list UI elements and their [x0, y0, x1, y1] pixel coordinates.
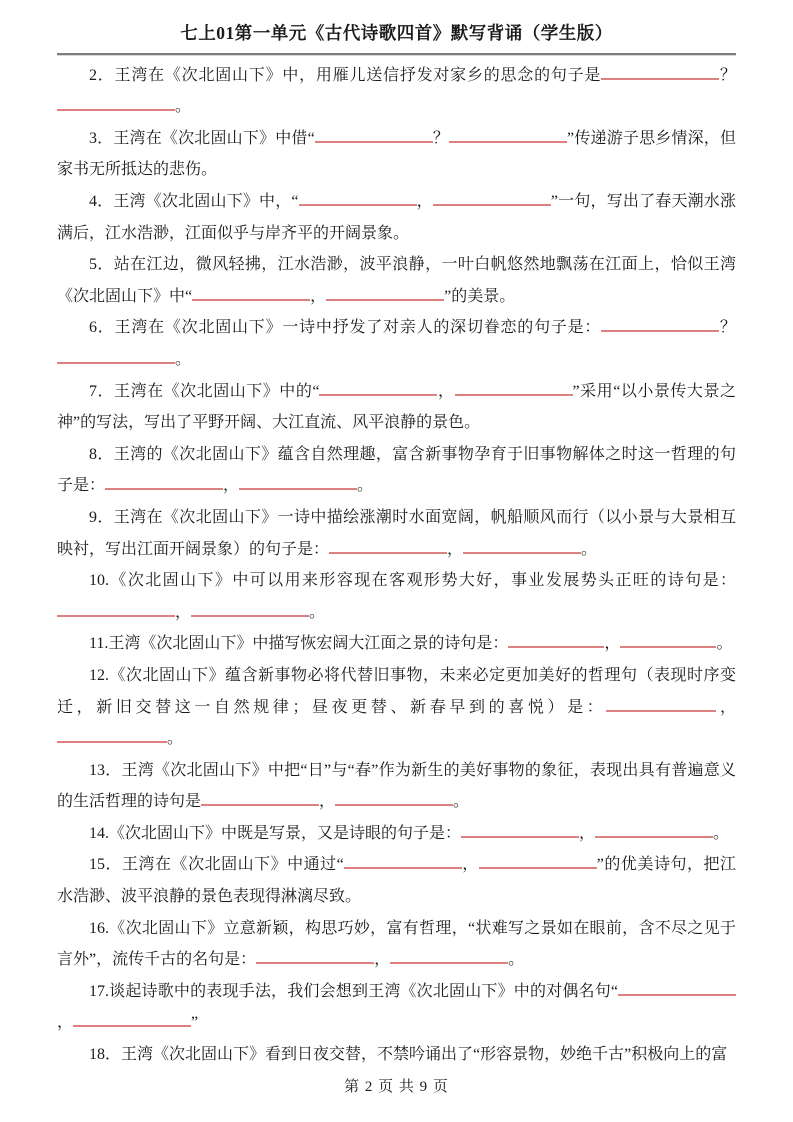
answer-blank[interactable]	[479, 852, 597, 869]
question-7	[57, 376, 736, 439]
question-text: 10.《次北固山下》中可以用来形容现在客观形势大好，事业发展势头正旺的诗句是：	[89, 572, 736, 590]
answer-blank[interactable]	[618, 979, 736, 996]
page-title: 七上01第一单元《古代诗歌四首》默写背诵（学生版）	[180, 23, 613, 43]
question-text: ，	[461, 856, 479, 874]
question-text: ，	[416, 193, 433, 210]
question-text: 。	[357, 477, 374, 495]
question-text: 6．王湾在《次北固山下》一诗中抒发了对亲人的深切眷恋的句子是：	[89, 319, 602, 337]
question-text: 18．王湾《次北固山下》看到日夜交替，不禁吟诵出了“形容景物，妙绝千古”积极向上的富	[89, 1046, 728, 1064]
question-text: 。	[175, 98, 192, 116]
question-text: 13．王湾《次北固山下》中把“日”与“春”作为新生的美好事物的象征，表现出具有普遍意义的生活哲理的诗句是	[57, 761, 736, 811]
question-text: ”	[191, 1014, 199, 1032]
question-18	[57, 1039, 736, 1071]
answer-blank[interactable]	[191, 600, 309, 617]
question-3	[57, 123, 736, 186]
question-text: 7．王湾在《次北固山下》中的“	[89, 382, 320, 400]
question-text: 。	[713, 824, 730, 842]
answer-blank[interactable]	[105, 473, 223, 490]
answer-blank[interactable]	[606, 695, 716, 712]
answer-blank[interactable]	[463, 537, 581, 554]
question-text: ？	[432, 129, 450, 147]
answer-blank[interactable]	[57, 726, 167, 743]
question-text: ，	[310, 287, 327, 305]
question-4	[57, 186, 736, 249]
question-text: ，	[437, 382, 455, 400]
question-text: ”采用“以小景传大景之神”的写法，写出了平野开阔、大江直流、风平浪静的景色。	[57, 382, 736, 432]
question-8	[57, 439, 736, 502]
answer-blank[interactable]	[319, 379, 437, 396]
answer-blank[interactable]	[326, 284, 444, 301]
answer-blank[interactable]	[461, 821, 579, 838]
answer-blank[interactable]	[57, 94, 175, 111]
question-text: 。	[508, 951, 525, 969]
question-list	[57, 60, 736, 1071]
answer-blank[interactable]	[329, 537, 447, 554]
answer-blank[interactable]	[239, 473, 357, 490]
answer-blank[interactable]	[335, 789, 453, 806]
answer-blank[interactable]	[449, 126, 567, 143]
question-11	[57, 628, 736, 660]
question-text: 14.《次北固山下》中既是写景，又是诗眼的句子是：	[89, 824, 462, 842]
question-16	[57, 913, 736, 976]
answer-blank[interactable]	[455, 379, 573, 396]
question-17	[57, 976, 736, 1039]
question-13	[57, 755, 736, 818]
answer-blank[interactable]	[192, 284, 310, 301]
question-text: 17.谈起诗歌中的表现手法，我们会想到王湾《次北固山下》中的对偶名句“	[89, 982, 618, 1000]
question-12	[57, 660, 736, 755]
question-5	[57, 249, 736, 312]
question-text: 。	[716, 635, 733, 653]
question-2	[57, 60, 736, 123]
question-15	[57, 849, 736, 912]
answer-blank[interactable]	[433, 189, 551, 206]
answer-blank[interactable]	[620, 631, 716, 648]
question-text: 9．王湾在《次北固山下》一诗中描绘涨潮时水面宽阔，帆船顺风而行（以小景与大景相互映衬，写出江面开阔景象）的句子是：	[57, 508, 736, 558]
answer-blank[interactable]	[299, 189, 417, 206]
question-text: 。	[167, 730, 184, 748]
question-text: 。	[581, 540, 598, 558]
answer-blank[interactable]	[344, 852, 462, 869]
question-text: 。	[453, 793, 470, 811]
question-text: ，	[374, 951, 391, 969]
question-text: 5．站在江边，微风轻拂，江水浩渺，波平浪静，一叶白帆悠然地飘荡在江面上，恰似王湾《次北固山下》中“	[57, 256, 736, 305]
answer-blank[interactable]	[390, 947, 508, 964]
answer-blank[interactable]	[73, 1010, 191, 1027]
answer-blank[interactable]	[57, 600, 175, 617]
question-text: ”的优美诗句，把江水浩渺、波平浪静的景色表现得淋漓尽致。	[57, 856, 736, 906]
answer-blank[interactable]	[595, 821, 713, 838]
question-text: ”的美景。	[444, 287, 516, 305]
question-text: 12.《次北固山下》蕴含新事物必将代替旧事物，未来必定更加美好的哲理句（表现时序变迁，新旧交替这一自然规律；昼夜更替、新春早到的喜悦）是：	[57, 666, 736, 716]
question-text: ，	[579, 824, 596, 842]
question-text: ，	[319, 793, 336, 811]
question-text: 15．王湾在《次北固山下》中通过“	[89, 856, 344, 874]
question-6	[57, 312, 736, 375]
answer-blank[interactable]	[601, 63, 719, 80]
question-text: ，	[716, 698, 736, 716]
question-text: ，	[223, 477, 240, 495]
question-10	[57, 565, 736, 628]
question-text: ，	[57, 1014, 74, 1032]
question-text: ，	[175, 603, 192, 621]
question-text: ，	[447, 540, 464, 558]
question-text: ，	[604, 635, 621, 653]
question-text: 8．王湾的《次北固山下》蕴含自然理趣，富含新事物孕育于旧事物解体之时这一哲理的句子是：	[57, 445, 736, 495]
question-text: 2．王湾在《次北固山下》中，用雁儿送信抒发对家乡的思念的句子是	[89, 66, 602, 84]
answer-blank[interactable]	[508, 631, 604, 648]
question-text: 4．王湾《次北固山下》中，“	[89, 193, 299, 210]
answer-blank[interactable]	[201, 789, 319, 806]
question-text: 。	[309, 603, 326, 621]
question-text: 。	[175, 350, 192, 368]
question-text: 3．王湾在《次北固山下》中借“	[89, 129, 315, 147]
answer-blank[interactable]	[601, 315, 719, 332]
answer-blank[interactable]	[256, 947, 374, 964]
question-9	[57, 502, 736, 565]
answer-blank[interactable]	[57, 347, 175, 364]
answer-blank[interactable]	[315, 126, 433, 143]
question-text: 16.《次北固山下》立意新颖，构思巧妙，富有哲理，“状难写之景如在眼前，含不尽之见于言外”，流传千古的名句是：	[57, 919, 736, 969]
question-text: ”传递游子思乡情深，但家书无所抵达的悲伤。	[57, 129, 736, 179]
question-text: ”一句，写出了春天潮水涨满后，江水浩渺，江面似乎与岸齐平的开阔景象。	[57, 193, 736, 242]
question-14	[57, 818, 736, 850]
question-text: ？	[719, 319, 736, 337]
question-text: ？	[719, 66, 736, 84]
question-text: 11.王湾《次北固山下》中描写恢宏阔大江面之景的诗句是：	[89, 635, 509, 653]
page-number-footer: 第 2 页 共 9 页	[344, 1079, 449, 1095]
title-divider	[57, 53, 736, 56]
